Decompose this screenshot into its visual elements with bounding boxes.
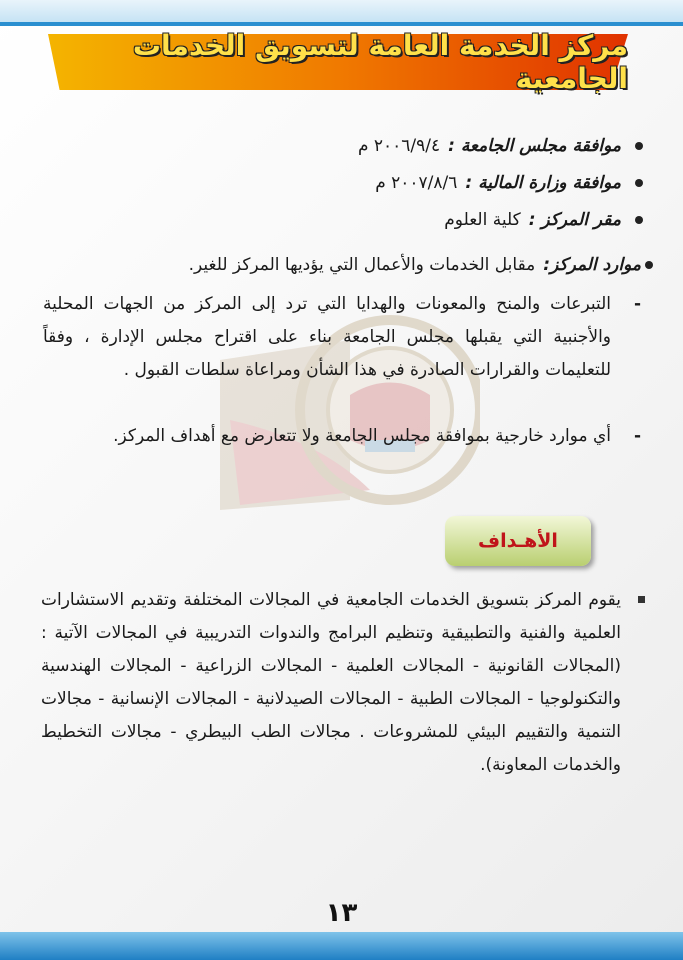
page-title: مركز الخدمة العامة لتسويق الخدمات الجامعية bbox=[132, 29, 628, 95]
fact-center-location bbox=[444, 210, 643, 230]
fact-label: موافقة مجلس الجامعة : bbox=[448, 136, 621, 156]
fact-council-approval bbox=[358, 136, 643, 156]
bottom-decor-strip bbox=[0, 932, 683, 960]
fact-finance-approval bbox=[375, 173, 643, 193]
dash-marker: - bbox=[633, 426, 641, 446]
page-number: ١٣ bbox=[325, 898, 358, 928]
dash-marker: - bbox=[633, 294, 641, 314]
resources-text: مقابل الخدمات والأعمال التي يؤديها المركز للغير. bbox=[188, 255, 536, 275]
goals-heading: الأهـداف bbox=[478, 530, 558, 552]
fact-value: ٢٠٠٦/٩/٤ م bbox=[357, 136, 441, 156]
resource-item-text: التبرعات والمنح والمعونات والهدايا التي ترد إلى المركز من الجهات المحلية والأجنبية التي يقبلها مجلس الجامعة بناء على اقتراح مجلس الإدارة ، وفقاً للتعليمات والقرارات الصادرة في هذا الشأن ومراعاة سلطات القبول . bbox=[43, 294, 611, 380]
bullet-dot bbox=[635, 179, 643, 187]
goals-paragraph bbox=[41, 584, 621, 782]
bullet-dot bbox=[645, 261, 653, 269]
square-bullet bbox=[638, 596, 645, 603]
goals-heading-box bbox=[445, 516, 591, 566]
resources-label: موارد المركز: bbox=[543, 255, 641, 275]
bullet-dot bbox=[635, 142, 643, 150]
top-decor-line bbox=[0, 22, 683, 26]
resource-item-text: أي موارد خارجية بموافقة مجلس الجامعة ولا تتعارض مع أهداف المركز. bbox=[113, 426, 611, 446]
bullet-dot bbox=[635, 216, 643, 224]
fact-label: مقر المركز : bbox=[528, 210, 621, 230]
goals-text: يقوم المركز بتسويق الخدمات الجامعية في المجالات المختلفة وتقديم الاستشارات العلمية والفنية والتطبيقية وتنظيم البرامج والندوات التدريبية في المجالات الآتية : (المجالات القانونية - المجالات العلمية - المجالات الزراعية - المجالات الهندسية والتكنولوجيا - المجالات الطبية - المجالات الصيدلانية - المجالات الإنسانية - مجالات التنمية والتقييم البيئي للمشروعات . مجالات الطب البيطري - مجالات التخطيط والخدمات المعاونة). bbox=[41, 590, 621, 775]
resource-item-donations bbox=[43, 288, 641, 387]
resources-line bbox=[189, 255, 653, 275]
fact-label: موافقة وزارة المالية : bbox=[465, 173, 621, 193]
fact-value: كلية العلوم bbox=[444, 210, 521, 230]
resource-item-external bbox=[43, 420, 641, 453]
fact-value: ٢٠٠٧/٨/٦ م bbox=[375, 173, 458, 193]
